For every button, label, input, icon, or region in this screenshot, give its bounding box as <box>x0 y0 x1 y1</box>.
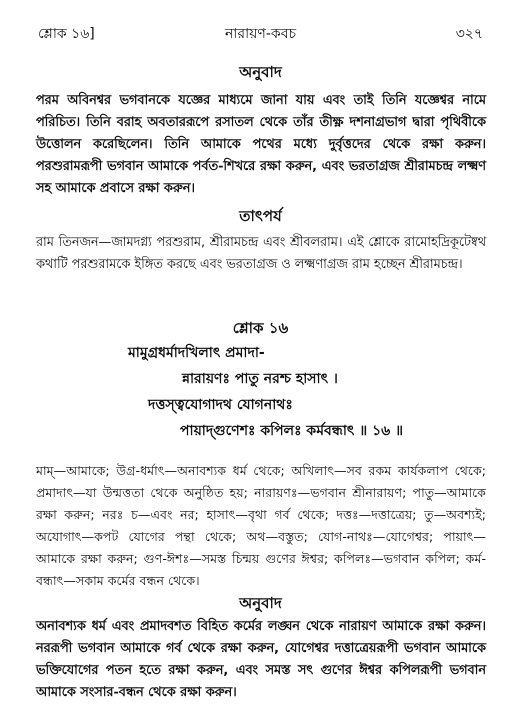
page-number: ৩২৭ <box>455 26 483 42</box>
verse-line-3: দত্তস্ত্বযোগাদথ যোগনাথঃ <box>148 397 293 413</box>
verse-text <box>0 340 521 450</box>
translation-text-2 <box>36 616 486 704</box>
purport-heading: তাৎপর্য <box>239 207 282 225</box>
purport-paragraph: রাম তিনজন—জামদগ্ন্য পরশুরাম, শ্রীরামচন্দ্র এবং শ্রীবলরাম। এই শ্লোকে রামোহদ্রিকূটেষ্বথ কথাটি পরশুরামকে ইঙ্গিত করছে এবং ভরতাগ্রজ ও লক্ষ্মণাগ্রজ রাম হচ্ছেন শ্রীরামচন্দ্র। <box>36 235 486 272</box>
verse-line-1: মামুগ্রধর্মাদখিলাৎ প্রমাদা- <box>128 345 265 361</box>
translation-paragraph: পরম অবিনশ্বর ভগবানকে যজ্ঞের মাধ্যমে জানা যায় এবং তাই তিনি যজ্ঞেশ্বর নামে পরিচিত। তিনি বরাহ অবতাররূপে রসাতল থেকে তাঁর তীক্ষ্ণ দশনাগ্রভাগ দ্বারা পৃথিবীকে উত্তোলন করেছিলেন। তিনি আমাকে পথের মধ্যে দুর্বৃত্তদের থেকে রক্ষা করুন। পরশুরামরূপী ভগবান আমাকে পর্বত-শিখরে রক্ষা করুন, এবং ভরতাগ্রজ শ্রীরামচন্দ্র লক্ষ্মণ সহ আমাকে প্রবাসে রক্ষা করুন। <box>36 93 486 196</box>
page-header <box>0 22 521 44</box>
purport-text <box>36 232 486 276</box>
translation-heading-2: অনুবাদ <box>239 594 282 612</box>
translation-heading: অনুবাদ <box>239 63 282 81</box>
translation-text <box>36 90 486 200</box>
verse-heading: শ্লোক ১৬ <box>232 319 289 337</box>
verse-line-4: পায়াদ্‌গুণেশঃ কপিলঃ কর্মবন্ধাৎ ॥ ১৬ ॥ <box>180 423 404 439</box>
translation-paragraph-2: অনাবশ্যক ধর্ম এবং প্রমাদবশত বিহিত কর্মের লঙ্ঘন থেকে নারায়ণ আমাকে রক্ষা করুন। নররূপী ভগবান আমাকে গর্ব থেকে রক্ষা করুন, যোগেশ্বর দত্তাত্রেয়রূপী ভগবান আমাকে ভক্তিযোগের পতন হতে রক্ষা করুন, এবং সমস্ত সৎ গুণের ঈশ্বর কপিলরূপী ভগবান আমাকে সংসার-বন্ধন থেকে রক্ষা করুন। <box>36 619 486 700</box>
verse-reference: শ্লোক ১৬] <box>38 26 95 42</box>
synonyms-paragraph: মাম্—আমাকে; উগ্র-ধর্মাৎ—অনাবশ্যক ধর্ম থেকে; অখিলাৎ—সব রকম কার্যকলাপ থেকে; প্রমাদাৎ—যা উন্মত্ততা থেকে অনুষ্ঠিত হয়; নারায়ণঃ—ভগবান শ্রীনারায়ণ; পাতু—আমাকে রক্ষা করুন; নরঃ চ—এবং নর; হাসাৎ—বৃথা গর্ব থেকে; দত্তঃ—দত্তাত্রেয়; তু—অবশ্যই; অযোগাৎ—কপট যোগের পন্থা থেকে; অথ—বস্তুত; যোগ-নাথঃ—যোগেশ্বর; পায়াৎ—আমাকে রক্ষা করুন; গুণ-ঈশঃ—সমস্ত চিন্ময় গুণের ঈশ্বর; কপিলঃ—ভগবান কপিল; কর্ম-বন্ধাৎ—সকাম কর্মের বন্ধন থেকে। <box>36 463 486 588</box>
synonyms-block <box>36 460 486 592</box>
chapter-title: নারায়ণ-কবচ <box>224 26 297 42</box>
verse-line-2: ন্নারায়ণঃ পাতু নরশ্চ হাসাৎ । <box>182 371 338 387</box>
